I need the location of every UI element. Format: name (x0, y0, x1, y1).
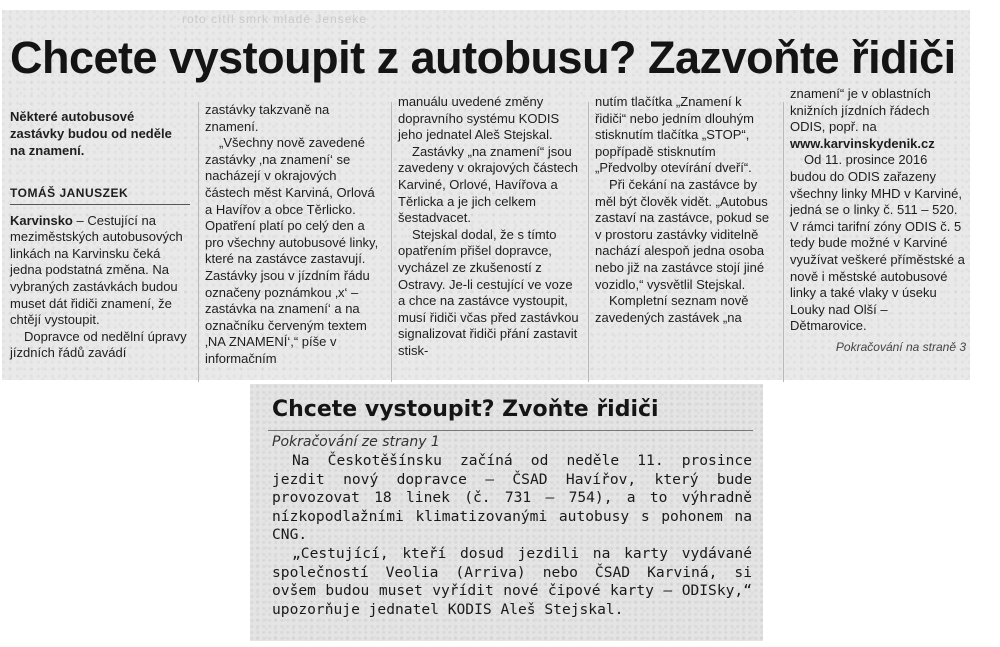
dateline: Karvinsko (10, 212, 73, 228)
paragraph: „Cestující, kteří dosud jezdili na karty vydávané společností Veolia (Arriva) nebo ČSAD Karviná, si ovšem budou muset vyřídit nové čipové karty – ODISky,“ upozorňuje jednatel KODIS Aleš Stejskal. (272, 544, 752, 618)
paragraph: zastávky takzvaně na znamení. (205, 102, 330, 134)
paragraph: Kompletní seznam nově zavedených zastávek „na (595, 293, 749, 325)
column-5 (790, 86, 966, 356)
paragraph: nutím tlačítka „Znamení k řidiči“ nebo jedním dlouhým stisknutím tlačítka „STOP“, popřípadě stisknutím „Předvolby otevírání dveří“. (595, 94, 754, 176)
paragraph: Stejskal dodal, že s tímto opatřením přišel dopravce, vycházel ze zkušeností z Ostravy. Je-li cestující ve voze a chce na zastávce vystoupit, musí řidiči včas před zastávkou signalizovat řidiči přání zastavit stisk- (398, 226, 579, 358)
paragraph: „Všechny nově zavedené zastávky ‚na znamení‘ se nacházejí v okrajových částech měst Karviná, Orlová a Havířov a obce Těrlicko. Opatření platí po celý den a pro všechny autobusové linky, které na zastávce zastavují. Zastávky jsou v jízdním řádu označeny poznámkou ‚x‘ – zastávka na znamení‘ a na označníku červeným textem ‚NA ZNAMENÍ‘,“ píše v informačním (205, 135, 379, 366)
continued-from-note: Pokračování ze strany 1 (272, 434, 440, 450)
author-byline: TOMÁŠ JANUSZEK (10, 185, 190, 205)
paragraph: Při čekání na zastávce by měl být člověk vidět. „Autobus zastaví na zastávce, pokud se v prostoru zastávky viditelně nachází alespoň jedna osoba nebo již na zastávce stojí jiné vozidlo,“ vysvětlil Stejskal. (595, 176, 770, 292)
column-3 (398, 94, 580, 360)
column-2 (205, 102, 383, 368)
paragraph: Na Českotěšínsku začíná od neděle 11. prosince jezdit nový dopravce – ČSAD Havířov, který bude provozovat 18 linek (č. 731 – 754), a to výhradně nízkopodlažními klimatizovanými autobusy s pohonem na CNG. (272, 452, 752, 544)
column-divider (198, 102, 199, 382)
continuation-clipping (250, 384, 763, 641)
column-divider (391, 102, 392, 382)
column-divider (588, 102, 589, 382)
column-1 (10, 108, 190, 362)
lead-paragraph: Některé autobusové zastávky budou od neděle na znamení. (10, 109, 172, 158)
paragraph: manuálu uvedené změny dopravního systému KODIS jeho jednatel Aleš Stejskal. (398, 94, 560, 143)
continuation-body (272, 452, 752, 619)
paragraph: Karvinsko – Cestující na meziměstských autobusových linkách na Karvinsku čeká jedna podstatná změna. Na vybraných zastávkách budou muset dát řidiči znamení, že chtějí vystoupit. (10, 212, 183, 328)
column-divider (783, 102, 784, 382)
main-article-clipping (2, 10, 970, 380)
article-headline: Chcete vystoupit z autobusu? Zazvoňte řidiči (10, 32, 956, 83)
paragraph: Od 11. prosince 2016 budou do ODIS zařazeny všechny linky MHD v Karviné, jedná se o linky č. 511 – 520. V rámci tarifní zóny ODIS č. 5 tedy bude možné v Karviné využívat veškeré příměstské a nově i městské autobusové linky a také vlaky v úseku Louky nad Olší – Dětmarovice. (790, 152, 965, 334)
paragraph: Dopravce od nedělní úpravy jízdních řádů zavádí (10, 328, 187, 361)
website-link[interactable]: www.karvinskydenik.cz (790, 135, 935, 151)
continuation-headline: Chcete vystoupit? Zvoňte řidiči (272, 397, 659, 422)
paragraph: znamení“ je v oblastních knižních jízdních řádech ODIS, popř. na www.karvinskydenik.cz (790, 86, 935, 151)
column-4 (595, 94, 775, 326)
bleed-through-text: roto cítíl smrk mladé Jenseke (182, 12, 368, 26)
continued-on-note: Pokračování na straně 3 (835, 339, 966, 354)
headline-rule (268, 430, 753, 431)
paragraph: Zastávky „na znamení“ jsou zavedeny v okrajových částech Karviné, Orlové, Havířova a Těrlicka a je jich celkem šestadvacet. (398, 143, 578, 226)
